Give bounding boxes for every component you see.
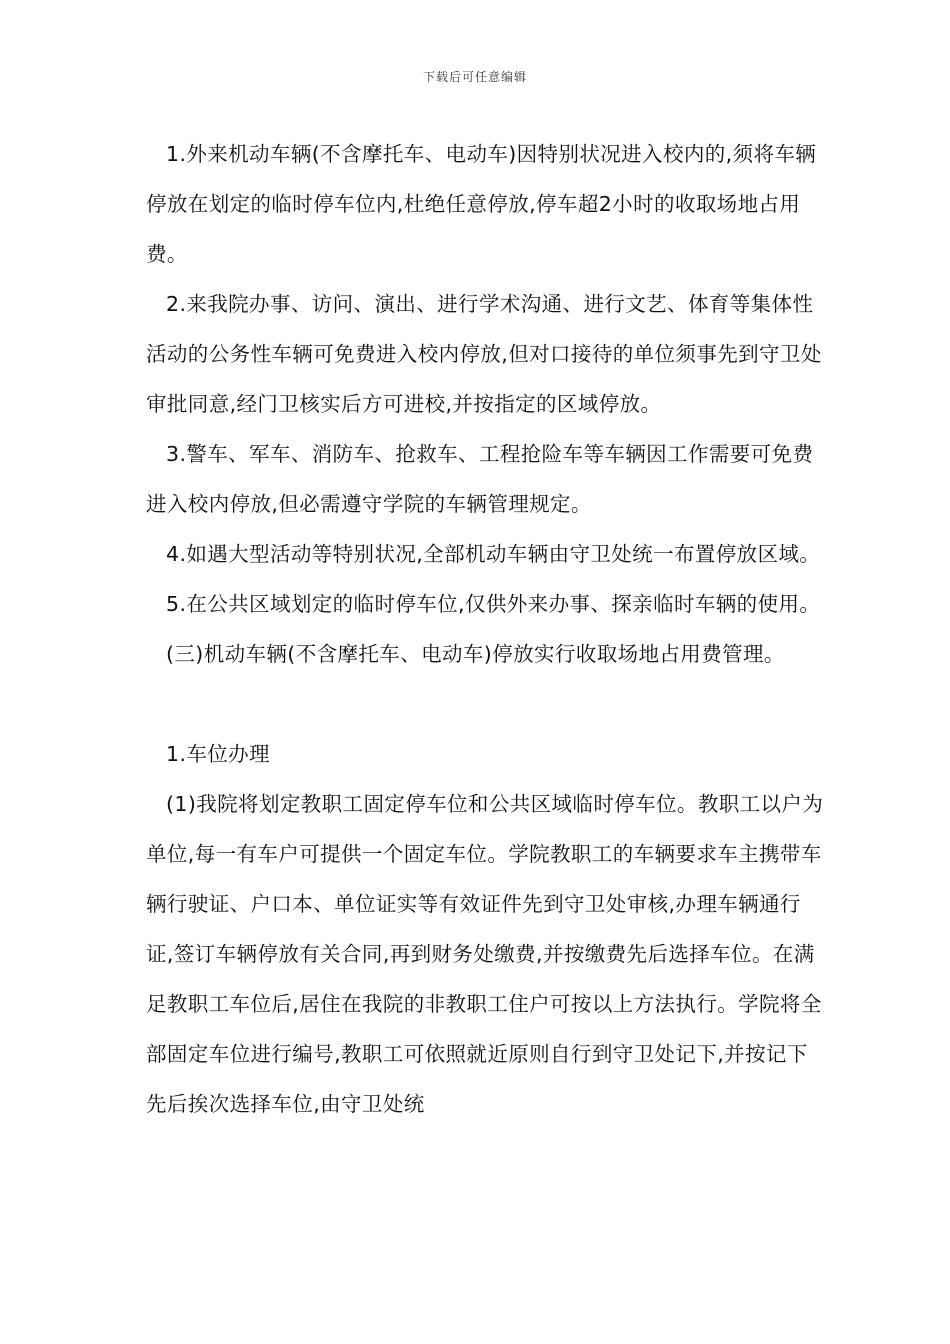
subsection-heading: 1.车位办理 bbox=[166, 742, 270, 766]
paragraph-rule-3: 3.警车、军车、消防车、抢救车、工程抢险车等车辆因工作需要可免费进入校内停放,但必需遵守学院的车辆管理规定。 bbox=[146, 442, 814, 516]
paragraph-rule-5: 5.在公共区域划定的临时停车位,仅供外来办事、探亲临时车辆的使用。 bbox=[166, 592, 821, 616]
blank-line bbox=[146, 679, 826, 729]
paragraph-parking-allocation: (1)我院将划定教职工固定停车位和公共区域临时停车位。教职工以户为单位,每一有车户可提供一个固定车位。学院教职工的车辆要求车主携带车辆行驶证、户口本、单位证实等有效证件先到守卫处审核,办理车辆通行证,签订车辆停放有关合同,再到财务处缴费,并按缴费先后选择车位。在满足教职工车位后,居住在我院的非教职工住户可按以上方法执行。学院将全部固定车位进行编号,教职工可依照就近原则自行到守卫处记下,并按记下先后挨次选择车位,由守卫处统 bbox=[146, 792, 824, 1116]
paragraph-rule-2: 2.来我院办事、访问、演出、进行学术沟通、进行文艺、体育等集体性活动的公务性车辆可免费进入校内停放,但对口接待的单位须事先到守卫处审批同意,经门卫核实后方可进校,并按指定的区域停放。 bbox=[146, 292, 822, 416]
document-body bbox=[146, 129, 826, 1129]
paragraph-rule-4: 4.如遇大型活动等特别状况,全部机动车辆由守卫处统一布置停放区域。 bbox=[166, 542, 821, 566]
page-header: 下载后可任意编辑 bbox=[422, 70, 527, 84]
section-heading-3: (三)机动车辆(不含摩托车、电动车)停放实行收取场地占用费管理。 bbox=[166, 642, 785, 666]
paragraph-rule-1: 1.外来机动车辆(不含摩托车、电动车)因特别状况进入校内的,须将车辆停放在划定的临时停车位内,杜绝任意停放,停车超2小时的收取场地占用费。 bbox=[146, 142, 817, 266]
